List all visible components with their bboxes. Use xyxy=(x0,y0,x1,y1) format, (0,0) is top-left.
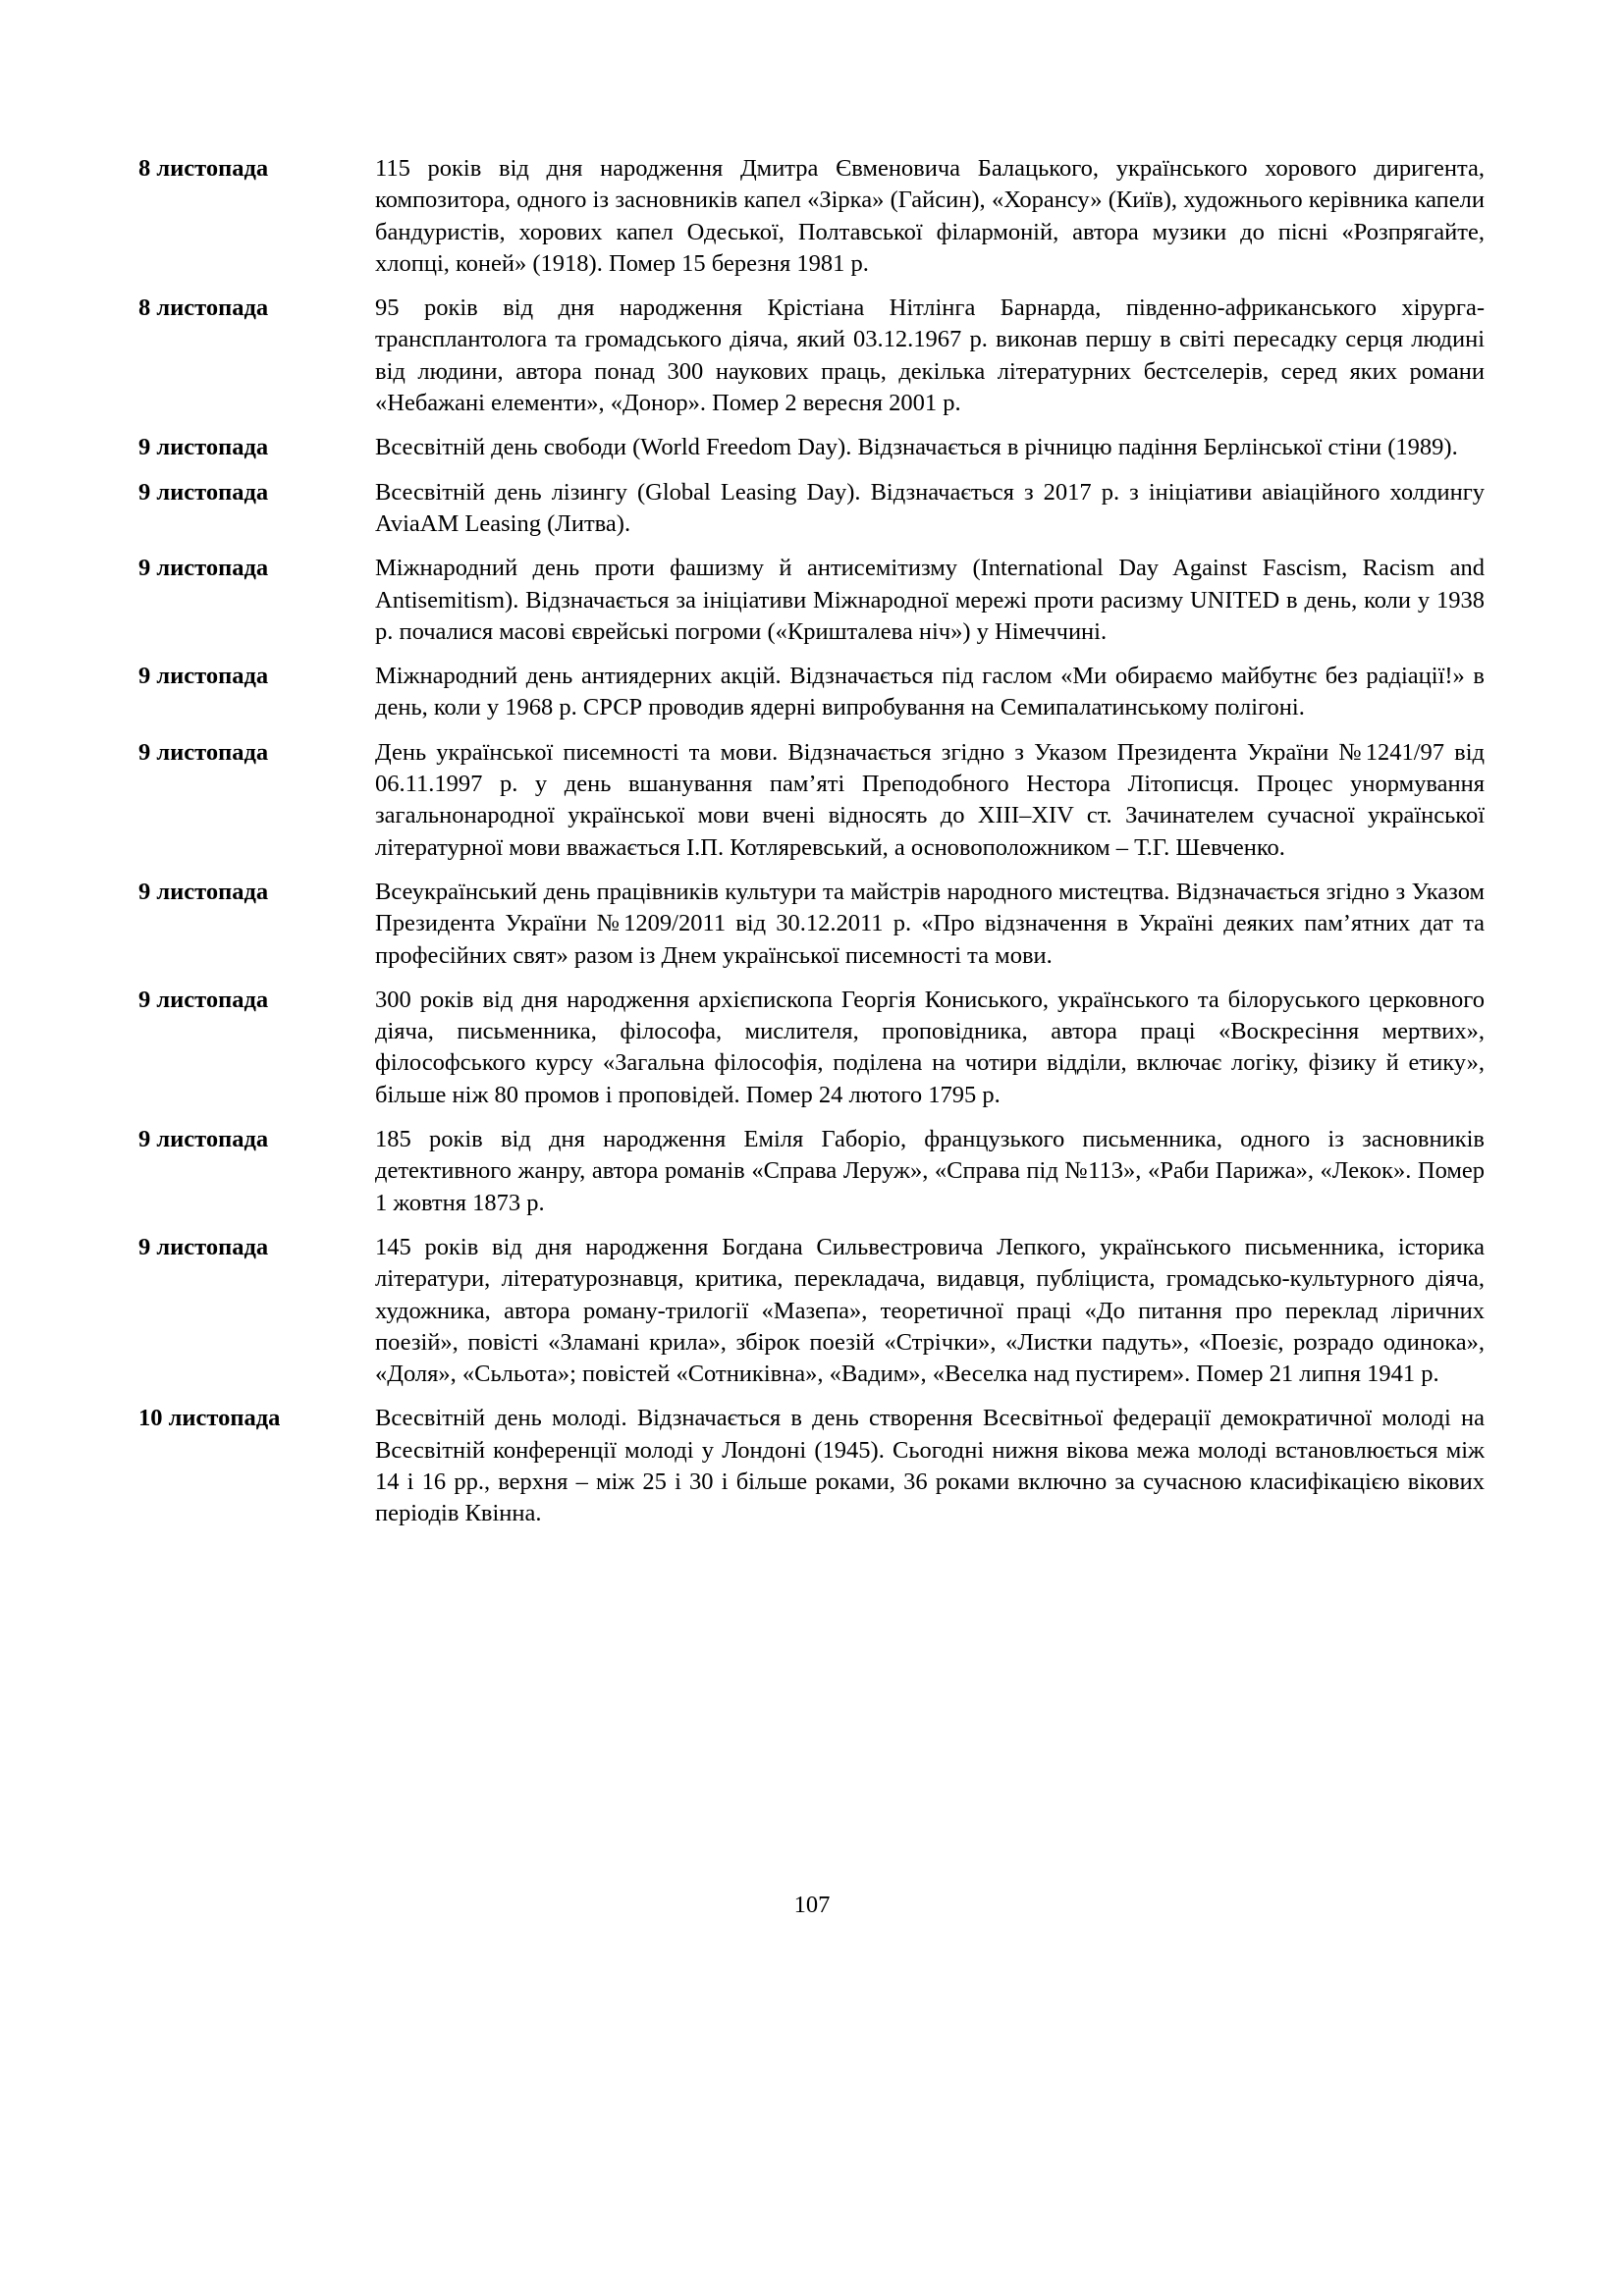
entry-text: Всесвітній день свободи (World Freedom Day). Відзначається в річницю падіння Берлінської стіни (1989). xyxy=(375,434,1458,461)
calendar-entry xyxy=(138,477,1485,541)
entry-text: Всесвітній день лізингу (Global Leasing Day). Відзначається з 2017 р. з ініціативи авіаційного холдингу AviaAM Leasing (Литва). xyxy=(375,478,1485,537)
entry-text: Міжнародний день проти фашизму й антисемітизму (International Day Against Fascism, Racism and Antisemitism). Відзначається за ініціативи Міжнародної мережі проти расизму UNITED в день, коли у 1938 р. почалися масові єврейські погроми («Кришталева ніч») у Німеччині. xyxy=(375,555,1485,645)
calendar-entry xyxy=(138,661,1485,724)
entry-text: 115 років від дня народження Дмитра Євменовича Балацького, українського хорового диригента, композитора, одного із засновників капел «Зірка» (Гайсин), «Хорансу» (Київ), художнього керівника капели бандуристів, хорових капел Одеської, Полтавської філармоній, автора музики до пісні «Розпрягайте, хлопці, коней» (1918). Помер 15 березня 1981 р. xyxy=(375,155,1485,277)
entry-text: Всесвітній день молоді. Відзначається в день створення Всесвітньої федерації демократичної молоді на Всесвітній конференції молоді у Лондоні (1945). Сьогодні нижня вікова межа молоді встановлюється між 14 і 16 рр., верхня – між 25 і 30 і більше роками, 36 роками включно за сучасною класифікацією вікових періодів Квінна. xyxy=(375,1405,1485,1527)
entry-date: 9 листопада xyxy=(138,663,269,690)
calendar-entry xyxy=(138,1124,1485,1219)
calendar-entries xyxy=(138,153,1485,1543)
entry-date: 9 листопада xyxy=(138,878,269,905)
calendar-entry xyxy=(138,293,1485,419)
entry-date: 8 листопада xyxy=(138,155,269,182)
entry-date: 9 листопада xyxy=(138,478,269,506)
entry-date: 9 листопада xyxy=(138,1126,269,1153)
calendar-entry xyxy=(138,432,1485,463)
calendar-entry xyxy=(138,1403,1485,1529)
entry-date: 9 листопада xyxy=(138,986,269,1013)
entry-date: 8 листопада xyxy=(138,294,269,322)
calendar-entry xyxy=(138,737,1485,864)
entry-date: 9 листопада xyxy=(138,738,269,766)
calendar-entry xyxy=(138,877,1485,972)
entry-text: Всеукраїнський день працівників культури та майстрів народного мистецтва. Відзначається згідно з Указом Президента України №1209/2011 від 30.12.2011 р. «Про відзначення в Україні деяких пам’ятних дат та професійних свят» разом із Днем української писемності та мови. xyxy=(375,878,1485,969)
calendar-entry xyxy=(138,1232,1485,1390)
entry-text: 300 років від дня народження архієпископа Георгія Кониського, українського та білоруського церковного діяча, письменника, філософа, мислителя, проповідника, автора праці «Воскресіння мертвих», філософського курсу «Загальна філософія, поділена на чотири відділи, включає логіку, фізику й етику», більше ніж 80 промов і проповідей. Помер 24 лютого 1795 р. xyxy=(375,986,1485,1108)
entry-date: 10 листопада xyxy=(138,1405,281,1432)
entry-text: 185 років від дня народження Еміля Габоріо, французького письменника, одного із засновників детективного жанру, автора романів «Справа Леруж», «Справа під №113», «Раби Парижа», «Лекок». Помер 1 жовтня 1873 р. xyxy=(375,1126,1485,1216)
entry-date: 9 листопада xyxy=(138,555,269,582)
entry-text: Міжнародний день антиядерних акцій. Відзначається під гаслом «Ми обираємо майбутнє без радіації!» в день, коли у 1968 р. СРСР проводив ядерні випробування на Семипалатинському полігоні. xyxy=(375,663,1485,721)
entry-date: 9 листопада xyxy=(138,1233,269,1260)
calendar-entry xyxy=(138,553,1485,648)
entry-text: День української писемності та мови. Відзначається згідно з Указом Президента України №1241/97 від 06.11.1997 р. у день вшанування пам’яті Преподобного Нестора Літописця. Процес унормування загальнонародної української мови вчені відносять до XIII–XIV ст. Зачинателем сучасної української літературної мови вважається І.П. Котляревський, а основоположником – Т.Г. Шевченко. xyxy=(375,738,1485,861)
page-number: 107 xyxy=(793,1892,831,1918)
calendar-entry xyxy=(138,985,1485,1111)
entry-date: 9 листопада xyxy=(138,434,269,461)
entry-text: 95 років від дня народження Крістіана Нітлінга Барнарда, південно-африканського хірурга-трансплантолога та громадського діяча, який 03.12.1967 р. виконав першу в світі пересадку серця людині від людини, автора понад 300 наукових праць, декілька літературних бестселерів, серед яких романи «Небажані елементи», «Донор». Помер 2 вересня 2001 р. xyxy=(375,294,1485,417)
entry-text: 145 років від дня народження Богдана Сильвестровича Лепкого, українського письменника, історика літератури, літературознавця, критика, перекладача, видавця, публіциста, громадсько-культурного діяча, художника, автора роману-трилогії «Мазепа», теоретичної праці «До питання про переклад ліричних поезій», повісті «Зламані крила», збірок поезій «Стрічки», «Листки падуть», «Поезіє, розрадо одинока», «Доля», «Сьльота»; повістей «Сотниківна», «Вадим», «Веселка над пустирем». Помер 21 липня 1941 р. xyxy=(375,1233,1485,1388)
calendar-entry xyxy=(138,153,1485,280)
